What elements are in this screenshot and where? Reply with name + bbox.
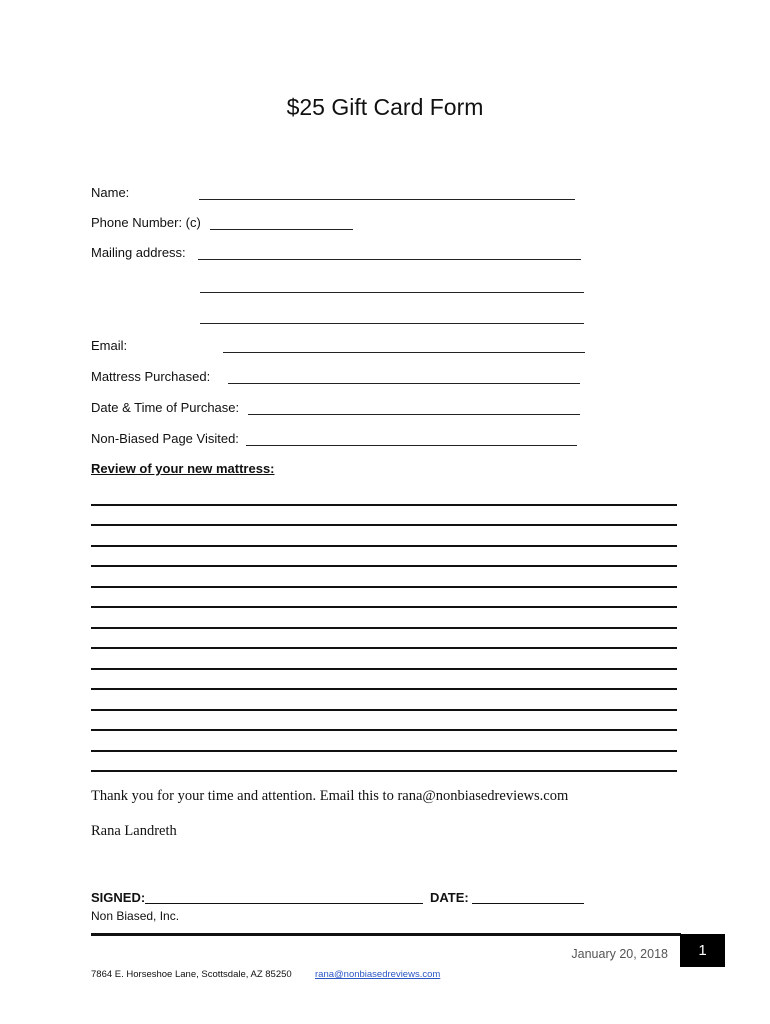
- review-line[interactable]: [91, 688, 677, 690]
- date-blank[interactable]: [472, 903, 584, 904]
- page-visited-blank[interactable]: [246, 445, 577, 446]
- footer-address: 7864 E. Horseshoe Lane, Scottsdale, AZ 85250: [91, 969, 292, 980]
- footer-email-link[interactable]: rana@nonbiasedreviews.com: [315, 969, 441, 980]
- name-blank[interactable]: [199, 199, 575, 200]
- review-line[interactable]: [91, 545, 677, 547]
- name-label: Name:: [91, 185, 130, 200]
- mailing-blank-1[interactable]: [198, 259, 581, 260]
- review-line[interactable]: [91, 729, 677, 731]
- review-line[interactable]: [91, 586, 677, 588]
- phone-blank[interactable]: [210, 229, 353, 230]
- footer-date: January 20, 2018: [571, 947, 668, 961]
- review-line[interactable]: [91, 647, 677, 649]
- email-blank[interactable]: [223, 352, 585, 353]
- review-line[interactable]: [91, 524, 677, 526]
- page-number: 1: [680, 934, 725, 967]
- review-line[interactable]: [91, 627, 677, 629]
- review-line[interactable]: [91, 565, 677, 567]
- review-line[interactable]: [91, 750, 677, 752]
- mailing-blank-3[interactable]: [200, 323, 584, 324]
- form-title: $25 Gift Card Form: [286, 94, 484, 120]
- date-time-label: Date & Time of Purchase:: [91, 400, 240, 415]
- phone-label: Phone Number: (c): [91, 215, 201, 230]
- date-label: DATE:: [430, 890, 469, 905]
- mailing-label: Mailing address:: [91, 245, 186, 260]
- review-line[interactable]: [91, 606, 677, 608]
- date-time-blank[interactable]: [248, 414, 580, 415]
- signed-label: SIGNED:: [91, 890, 146, 905]
- mattress-blank[interactable]: [228, 383, 580, 384]
- review-line[interactable]: [91, 668, 677, 670]
- footer-rule: [91, 933, 681, 936]
- mailing-blank-2[interactable]: [200, 292, 584, 293]
- signature-row: [91, 889, 469, 907]
- review-line[interactable]: [91, 709, 677, 711]
- company-name: Non Biased, Inc.: [91, 909, 180, 923]
- email-label: Email:: [91, 338, 128, 353]
- page-visited-label: Non-Biased Page Visited:: [91, 431, 239, 446]
- signer-name: Rana Landreth: [91, 823, 177, 839]
- mattress-label: Mattress Purchased:: [91, 369, 211, 384]
- review-line[interactable]: [91, 504, 677, 506]
- review-line[interactable]: [91, 770, 677, 772]
- signature-blank[interactable]: [145, 903, 423, 904]
- review-heading: Review of your new mattress:: [91, 461, 275, 476]
- thank-you-text: Thank you for your time and attention. Email this to rana@nonbiasedreviews.com: [91, 788, 569, 804]
